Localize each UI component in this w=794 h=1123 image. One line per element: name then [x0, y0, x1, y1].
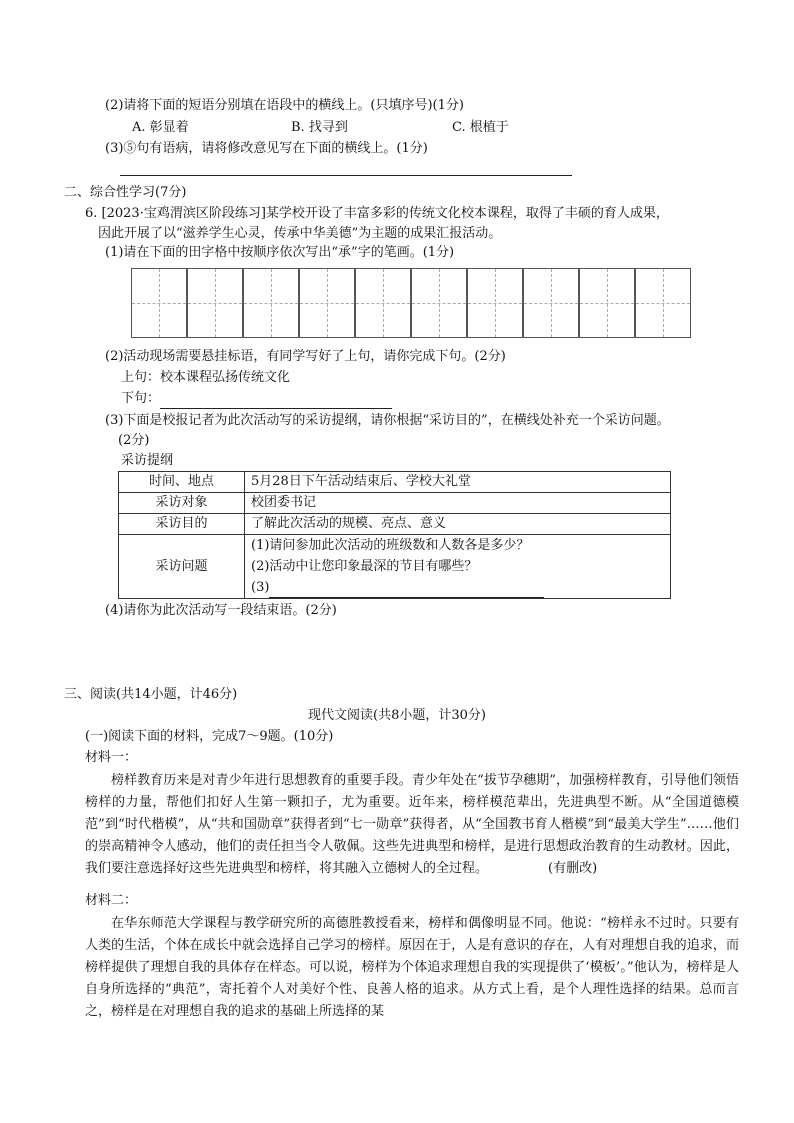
table-row — [119, 514, 671, 535]
lower-label: 下句： — [121, 391, 161, 406]
tian-cell[interactable] — [579, 268, 635, 338]
tian-cell[interactable] — [523, 268, 579, 338]
tian-cell[interactable] — [635, 268, 691, 338]
q6-stem-line2: 因此开展了以“滋养学生心灵，传承中华美德”为主题的成果汇报活动。 — [98, 226, 502, 241]
q6-sub4: (4)请你为此次活动写一段结束语。(2分) — [105, 603, 337, 618]
section2-heading: 二、综合性学习(7分) — [64, 185, 187, 200]
row-value: 了解此次活动的规模、亮点、意义 — [245, 514, 671, 535]
q2-sub2-text: (2)请将下面的短语分别填在语段中的横线上。(只填序号)(1分) — [105, 98, 464, 113]
material1-note: (有删改) — [548, 861, 598, 876]
table-row — [119, 535, 671, 599]
option-c: C. 根植于 — [452, 120, 509, 135]
option-a: A. 彰显着 — [132, 120, 189, 135]
table-caption: 采访提纲 — [121, 453, 174, 468]
row-key: 采访对象 — [119, 493, 245, 514]
q3-answer-blank[interactable] — [269, 583, 544, 598]
section3-heading: 三、阅读(共14小题，计46分) — [64, 687, 238, 702]
lower-line — [121, 389, 392, 409]
q6-sub3-line1: (3)下面是校报记者为此次活动写的采访提纲，请你根据“采访目的”，在横线处补充一个采访问题。 — [105, 413, 670, 428]
material2-label: 材料二： — [85, 893, 138, 908]
tian-cell[interactable] — [131, 268, 187, 338]
tian-cell[interactable] — [299, 268, 355, 338]
material2-text: 在华东师范大学课程与教学研究所的高德胜教授看来，榜样和偶像明显不同。他说：“榜样永不过时。只要有人类的生活，个体在成长中就会选择自己学习的榜样。原因在于，人是有意识的存在，人有对理想自我的追求，而榜样提供了理想自我的具体存在样态。可以说，榜样为个体追求理想自我的实现提供了‘模板’。”他认为，榜样是人自身所选择的“典范”，寄托着个人对美好个性、良善人格的追求。从方式上看，是个人理性选择的结果。总而言之，榜样是在对理想自我的追求的基础上所选择的某 — [85, 916, 739, 1019]
tian-cell[interactable] — [187, 268, 243, 338]
material1-label: 材料一： — [85, 750, 138, 765]
q2-sub3-text: (3)⑤句有语病，请将修改意见写在下面的横线上。(1分) — [105, 141, 428, 156]
tian-cell[interactable] — [411, 268, 467, 338]
material1-body: 榜样教育历来是对青少年进行思想教育的重要手段。青少年处在“拔节孕穗期”，加强榜样教育，引导他们领悟榜样的力量，帮他们扣好人生第一颗扣子，尤为重要。近年来，榜样模范辈出，先进典型不断。从“全国道德模范”到“时代楷模”，从“共和国勋章”获得者到“七一勋章”获得者，从“全国教书育人楷模”到“最美大学生”……他们的崇高精神令人感动，他们的责任担当令人敬佩。这些先进典型和榜样，是进行思想政治教育的生动教材。因此，我们要注意选择好这些先进典型和榜样，将其融入立德树人的全过程。 — [85, 773, 739, 876]
tian-cell[interactable] — [243, 268, 299, 338]
row-value — [245, 535, 671, 599]
interview-table — [118, 471, 671, 599]
q3-label: (3) — [251, 580, 270, 595]
q6-sub2: (2)活动现场需要悬挂标语，有同学写好了上句，请你完成下句。(2分) — [105, 349, 506, 364]
interview-question-3 — [251, 577, 664, 598]
q6-sub1: (1)请在下面的田字格中按顺序依次写出“承”字的笔画。(1分) — [105, 245, 455, 260]
subsection-heading: 现代文阅读(共8小题，计30分) — [308, 708, 486, 723]
row-key: 时间、地点 — [119, 472, 245, 493]
row-value: 校团委书记 — [245, 493, 671, 514]
row-key: 采访问题 — [119, 535, 245, 599]
q6-stem-line1: 6. [2023·宝鸡渭滨区阶段练习]某学校开设了丰富多彩的传统文化校本课程，取得了丰硕的育人成果， — [85, 206, 669, 221]
upper-line: 上句：校本课程弘扬传统文化 — [121, 370, 291, 385]
part1-instruction: (一)阅读下面的材料，完成7～9题。(10分) — [85, 729, 334, 744]
option-b: B. 找寻到 — [291, 120, 348, 135]
table-row — [119, 493, 671, 514]
row-value: 5月28日下午活动结束后、学校大礼堂 — [245, 472, 671, 493]
q6-sub3-line2: (2分) — [118, 433, 150, 448]
tian-cell[interactable] — [355, 268, 411, 338]
material1-text — [85, 770, 739, 880]
interview-question: (1)请问参加此次活动的班级数和人数各是多少？ — [251, 538, 530, 553]
table-row — [119, 472, 671, 493]
interview-question: (2)活动中让您印象最深的节目有哪些？ — [251, 559, 478, 574]
row-key: 采访目的 — [119, 514, 245, 535]
tian-cell[interactable] — [467, 268, 523, 338]
lower-answer-blank[interactable] — [160, 392, 392, 409]
answer-line[interactable] — [120, 175, 572, 176]
